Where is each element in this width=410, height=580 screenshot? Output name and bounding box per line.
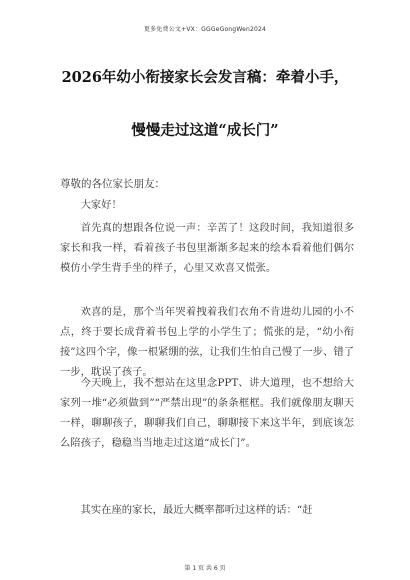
- page-header: 更多免费公文+VX：GGGeGongWen2024: [143, 26, 267, 33]
- document-title-line-1: 2026年幼小衔接家长会发言稿：牵着小手，: [61, 69, 349, 86]
- paragraph: 其实在座的家长，最近大概率都听过这样的话：“赶: [80, 504, 313, 516]
- document-title-line-2: 慢慢走过这道“成长门”: [131, 122, 279, 139]
- paragraph-greeting: 大家好！: [80, 199, 122, 211]
- paragraph: 今天晚上，我不想站在这里念PPT、讲大道理，也不想给大家列一堆“必须做到”“严禁出现”的条条框框。我们就像朋友聊天一样，聊聊孩子，聊聊我们自己，聊聊接下来这半年，到底该怎么陪孩子，稳稳当当地走过这道“成长门”。: [60, 377, 354, 449]
- page-footer: 第 1 页 共 6 页: [184, 565, 226, 572]
- salutation: 尊敬的各位家长朋友：: [60, 178, 165, 190]
- paragraph: 欢喜的是，那个当年哭着拽着我们衣角不肯进幼儿园的小不点，终于要长成背着书包上学的小学生了；慌张的是，“幼小衔接”这四个字，像一根紧绷的弦，让我们生怕自己慢了一步、错了一步，耽误了孩子。: [60, 306, 354, 378]
- paragraph: 首先真的想跟各位说一声：辛苦了！这段时间，我知道很多家长和我一样，看着孩子书包里渐渐多起来的绘本看着他们偶尔模仿小学生背手坐的样子，心里又欢喜又慌张。: [60, 222, 354, 274]
